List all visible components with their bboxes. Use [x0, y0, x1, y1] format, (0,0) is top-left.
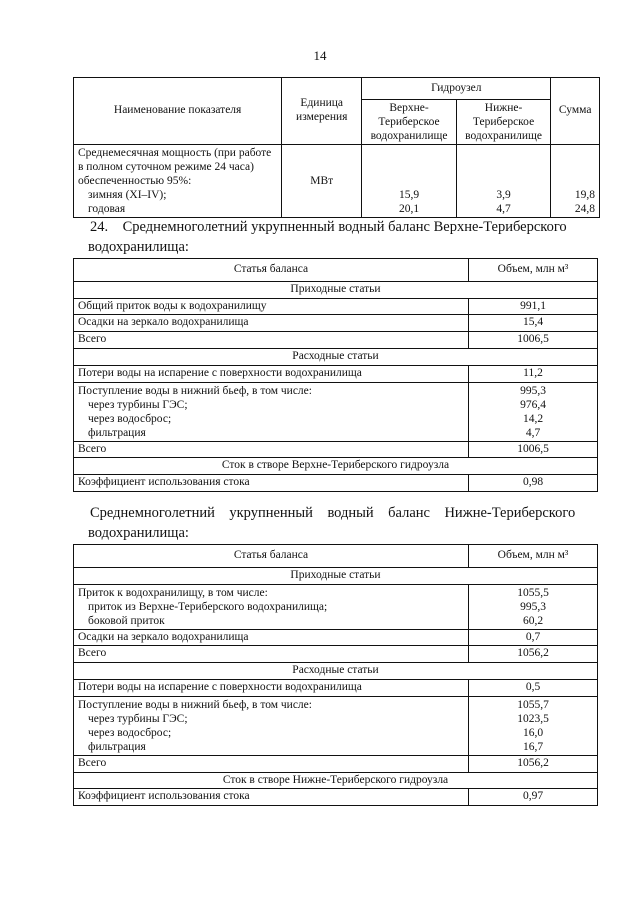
section-heading-upper	[90, 217, 600, 237]
item-total-in: Всего	[74, 646, 469, 663]
value-side-inflow: 60,2	[522, 614, 544, 627]
indicator-header: Наименование показателя	[74, 78, 282, 145]
item-downstream: Поступление воды в нижний бьеф, в том числе:	[78, 698, 312, 711]
capacity-unit	[282, 145, 362, 218]
item-evap: Потери воды на испарение с поверхности водохранилища	[74, 365, 469, 382]
header-line: водохранилище	[465, 130, 542, 142]
value-inflow-upper: 995,3	[520, 600, 546, 613]
value-turbines: 976,4	[520, 398, 546, 411]
item-downstream-group	[74, 382, 469, 441]
value-inflow-group	[469, 584, 598, 629]
value-inflow: 991,1	[469, 298, 598, 315]
value-total-out: 1006,5	[469, 441, 598, 458]
capacity-description	[74, 145, 282, 218]
item-precip: Осадки на зеркало водохранилища	[74, 315, 469, 332]
col-item-header: Статья баланса	[74, 545, 469, 568]
balance-table-upper	[73, 258, 598, 492]
value-downstream-group	[469, 696, 598, 755]
unit-header-line: Единица	[300, 97, 344, 110]
heading-line: 24. Среднемноголетний укрупненный водный баланс Верхне-Териберского	[90, 219, 567, 235]
item-total-in: Всего	[74, 332, 469, 349]
unit-header-line: измерения	[296, 111, 348, 123]
item-inflow-group	[74, 584, 469, 629]
item-downstream: Поступление воды в нижний бьеф, в том числе:	[78, 384, 312, 397]
header-line: Териберское	[472, 116, 535, 128]
item-inflow-upper: приток из Верхне-Териберского водохранилища;	[88, 600, 328, 613]
capacity-table	[73, 77, 600, 218]
item-turbines: через турбины ГЭС;	[88, 398, 188, 411]
value-turbines: 1023,5	[517, 712, 549, 725]
item-evap: Потери воды на испарение с поверхности водохранилища	[74, 679, 469, 696]
item-spillway: через водосброс;	[88, 726, 172, 739]
unit-value: МВт	[310, 175, 334, 187]
desc-line: зимняя (XI–IV);	[88, 189, 167, 201]
header-line: Териберское	[378, 116, 440, 128]
value-downstream: 1055,7	[517, 698, 549, 711]
col-volume-header: Объем, млн м³	[469, 545, 598, 568]
runoff-section-header: Сток в створе Нижне-Териберского гидроузла	[74, 772, 598, 789]
value-filtration: 16,7	[522, 740, 544, 753]
desc-line: годовая	[88, 203, 126, 215]
value-total-out: 1056,2	[469, 755, 598, 772]
income-section-header: Приходные статьи	[74, 567, 598, 584]
item-total-out: Всего	[74, 441, 469, 458]
section-heading-lower: Среднемноголетний укрупненный водный баланс Нижне-Териберского	[90, 505, 576, 521]
desc-line: Среднемесячная мощность (при работе	[78, 147, 272, 159]
item-coef: Коэффициент использования стока	[74, 789, 469, 806]
header-line: Верхне-	[389, 102, 429, 114]
value-total-in: 1006,5	[469, 332, 598, 349]
value-evap: 11,2	[469, 365, 598, 382]
col-volume-header: Объем, млн м³	[469, 259, 598, 282]
value-precip: 0,7	[469, 629, 598, 646]
upper-values	[362, 145, 457, 218]
balance-table-lower	[73, 544, 598, 806]
item-downstream-group	[74, 696, 469, 755]
sum-header: Сумма	[551, 78, 600, 145]
sum-values	[551, 145, 600, 218]
item-spillway: через водосброс;	[88, 412, 172, 425]
item-turbines: через турбины ГЭС;	[88, 712, 188, 725]
value-spillway: 16,0	[522, 726, 544, 739]
runoff-section-header: Сток в створе Верхне-Териберского гидроузла	[74, 458, 598, 475]
value-winter: 3,9	[496, 189, 511, 201]
value-coef: 0,97	[469, 789, 598, 806]
lower-reservoir-header	[456, 100, 551, 145]
desc-line: обеспеченностью 95%:	[78, 175, 192, 187]
value-downstream: 995,3	[520, 384, 546, 397]
value-year: 20,1	[398, 203, 420, 215]
page-number: 14	[313, 48, 327, 63]
hydro-group-header: Гидроузел	[362, 78, 551, 100]
item-side-inflow: боковой приток	[88, 614, 165, 627]
item-precip: Осадки на зеркало водохранилища	[74, 629, 469, 646]
value-filtration: 4,7	[525, 426, 541, 439]
value-spillway: 14,2	[522, 412, 544, 425]
col-item-header: Статья баланса	[74, 259, 469, 282]
header-line: Нижне-	[484, 102, 523, 114]
item-filtration: фильтрация	[88, 740, 146, 753]
income-section-header: Приходные статьи	[74, 281, 598, 298]
heading-line: водохранилища:	[88, 525, 189, 541]
value-evap: 0,5	[469, 679, 598, 696]
value-year: 4,7	[496, 203, 511, 215]
value-winter: 15,9	[398, 189, 420, 201]
value-downstream-group	[469, 382, 598, 441]
outcome-section-header: Расходные статьи	[74, 348, 598, 365]
value-winter: 19,8	[574, 189, 595, 201]
value-inflow: 1055,5	[517, 586, 549, 599]
upper-reservoir-header	[362, 100, 457, 145]
item-total-out: Всего	[74, 755, 469, 772]
header-line: водохранилище	[370, 130, 448, 142]
value-total-in: 1056,2	[469, 646, 598, 663]
outcome-section-header: Расходные статьи	[74, 663, 598, 680]
lower-values	[456, 145, 551, 218]
desc-line: в полном суточном режиме 24 часа)	[78, 161, 254, 173]
unit-header	[282, 78, 362, 145]
item-inflow: Приток к водохранилищу, в том числе:	[78, 586, 268, 599]
value-year: 24,8	[574, 203, 595, 215]
value-precip: 15,4	[469, 315, 598, 332]
value-coef: 0,98	[469, 475, 598, 492]
item-filtration: фильтрация	[88, 426, 146, 439]
item-coef: Коэффициент использования стока	[74, 475, 469, 492]
heading-line: водохранилища:	[88, 239, 189, 255]
item-inflow: Общий приток воды к водохранилищу	[74, 298, 469, 315]
